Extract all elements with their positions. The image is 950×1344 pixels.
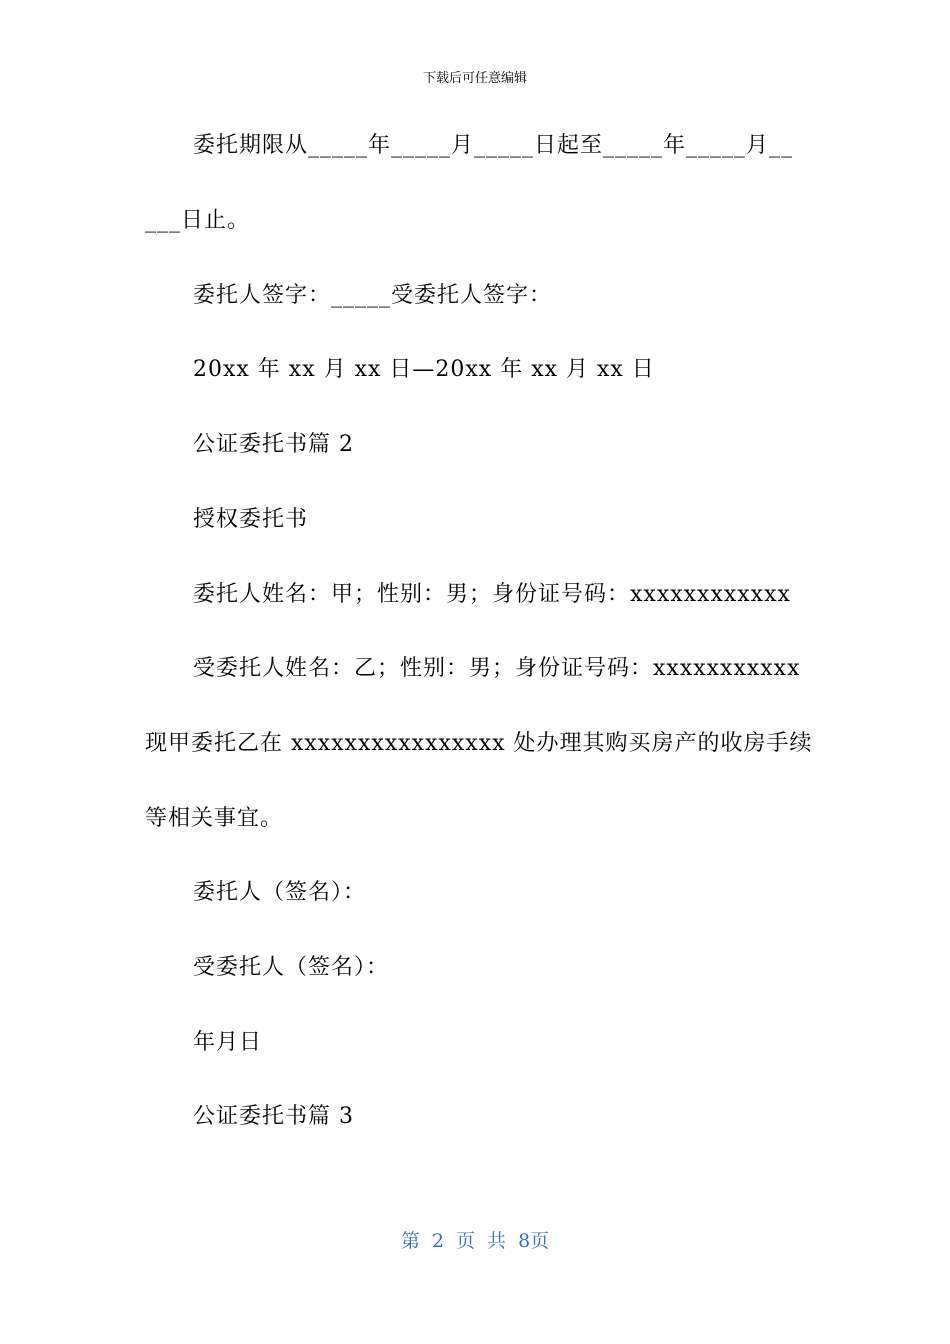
agent-info-line: 受委托人姓名：乙；性别：男；身份证号码：xxxxxxxxxxx <box>193 656 801 681</box>
date-line: 年月日 <box>193 1030 263 1055</box>
date-range-line: 20xx 年 xx 月 xx 日—20xx 年 xx 月 xx 日 <box>193 357 655 382</box>
section-title-2: 公证委托书篇 2 <box>193 432 354 457</box>
principal-signature-line: 委托人（签名）： <box>193 880 367 905</box>
entrust-content-line: 现甲委托乙在 xxxxxxxxxxxxxxxx 处办理其购买房产的收房手续 <box>145 731 813 756</box>
page-header-note: 下载后可任意编辑 <box>422 71 527 86</box>
principal-info-line: 委托人姓名：甲；性别：男；身份证号码：xxxxxxxxxxxx <box>193 582 791 607</box>
entrust-content-end-line: 等相关事宜。 <box>145 806 284 831</box>
agent-signature-line: 受委托人（签名）： <box>193 955 390 980</box>
section-title-3: 公证委托书篇 3 <box>193 1104 354 1129</box>
signature-line: 委托人签字：_____受委托人签字： <box>193 283 553 308</box>
entrust-period-line: 委托期限从_____年_____月_____日起至_____年_____月__ <box>193 133 794 158</box>
page-indicator: 第 2 页 共 8页 <box>400 1230 550 1252</box>
entrust-period-end-line: ___日止。 <box>145 208 251 233</box>
document-title: 授权委托书 <box>193 507 309 532</box>
